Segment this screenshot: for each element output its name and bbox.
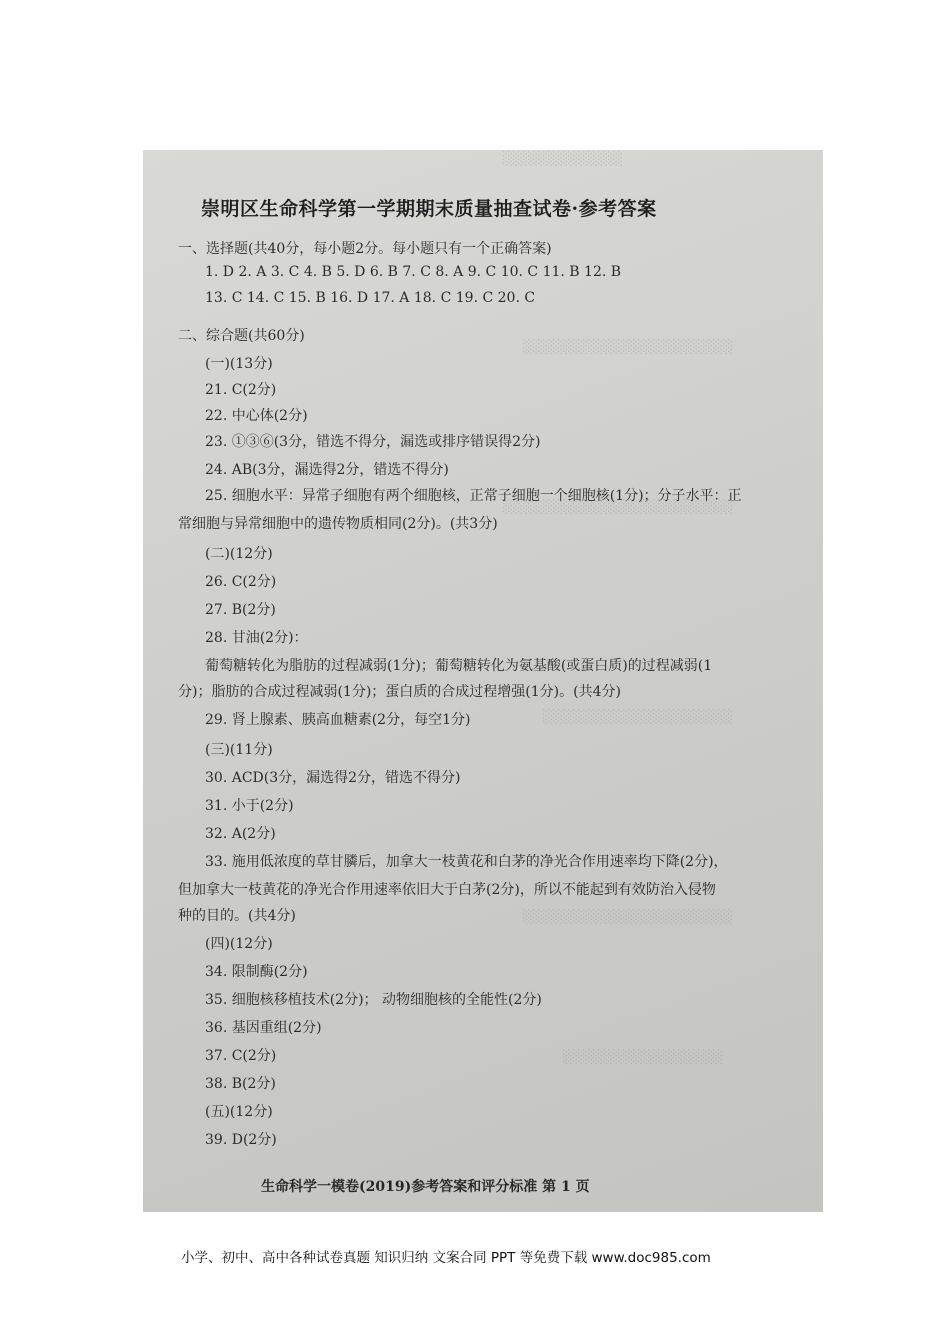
answer-sheet xyxy=(143,150,823,1212)
bleed-through-text: ░░░░░░░░░░░░░░░░░░░░░ xyxy=(523,340,733,355)
document-title: 崇明区生命科学第一学期期末质量抽查试卷·参考答案 xyxy=(201,198,657,220)
site-banner-text: 小学、初中、高中各种试卷真题 知识归纳 文案合同 PPT 等免费下载 www.doc985.com xyxy=(181,1250,711,1266)
answer-line: 21. C(2分) xyxy=(205,382,277,398)
subsection-heading: (二)(12分) xyxy=(205,546,273,562)
bleed-through-text: ░░░░░░░░░░░░░░░░░░░░░░░ xyxy=(503,500,733,515)
answer-line: 分)；脂肪的合成过程减弱(1分)；蛋白质的合成过程增强(1分)。(共4分) xyxy=(178,684,621,700)
subsection-heading: (四)(12分) xyxy=(205,936,273,952)
page-footer: 生命科学一模卷(2019)参考答案和评分标准 第 1 页 xyxy=(261,1179,590,1195)
answer-line: 1. D 2. A 3. C 4. B 5. D 6. B 7. C 8. A 9. C 10. C 11. B 12. B xyxy=(205,264,622,280)
answer-line: 29. 肾上腺素、胰高血糖素(2分，每空1分) xyxy=(205,712,471,728)
answer-line: 23. ①③⑥(3分，错选不得分，漏选或排序错误得2分) xyxy=(205,434,541,450)
subsection-heading: (三)(11分) xyxy=(205,742,273,758)
answer-line: 种的目的。(共4分) xyxy=(178,908,296,924)
answer-line: 36. 基因重组(2分) xyxy=(205,1020,322,1036)
scanned-answer-sheet-photo xyxy=(143,150,823,1212)
answer-line: 37. C(2分) xyxy=(205,1048,277,1064)
bleed-through-text: ░░░░░░░░░░░░░░░░░░░░░ xyxy=(523,910,733,925)
bleed-through-text: ░░░░░░░░░░░░░░░░░░░ xyxy=(543,710,733,725)
subsection-heading: (一)(13分) xyxy=(205,356,273,372)
answer-line: 32. A(2分) xyxy=(205,826,276,842)
answer-line: 33. 施用低浓度的草甘膦后，加拿大一枝黄花和白茅的净光合作用速率均下降(2分)， xyxy=(205,854,728,870)
answer-line: 39. D(2分) xyxy=(205,1132,277,1148)
answer-line: 25. 细胞水平：异常子细胞有两个细胞核，正常子细胞一个细胞核(1分)；分子水平：正 xyxy=(205,488,742,504)
answer-line: 常细胞与异常细胞中的遗传物质相同(2分)。(共3分) xyxy=(178,516,498,532)
answer-line: 28. 甘油(2分)： xyxy=(205,630,308,646)
section-two-heading: 二、综合题(共60分) xyxy=(178,328,305,344)
answer-line: 35. 细胞核移植技术(2分)； 动物细胞核的全能性(2分) xyxy=(205,992,542,1008)
bleed-through-text: ░░░░░░░░░░░░ xyxy=(503,152,623,167)
answer-line: 34. 限制酶(2分) xyxy=(205,964,308,980)
answer-line: 31. 小于(2分) xyxy=(205,798,294,814)
answer-line: 27. B(2分) xyxy=(205,602,276,618)
answer-line: 葡萄糖转化为脂肪的过程减弱(1分)；葡萄糖转化为氨基酸(或蛋白质)的过程减弱(1 xyxy=(205,658,713,674)
bleed-through-text: ░░░░░░░░░░░░░░░░ xyxy=(563,1050,723,1065)
subsection-heading: (五)(12分) xyxy=(205,1104,273,1120)
answer-line: 22. 中心体(2分) xyxy=(205,408,308,424)
answer-line: 38. B(2分) xyxy=(205,1076,276,1092)
answer-line: 26. C(2分) xyxy=(205,574,277,590)
section-one-heading: 一、选择题(共40分，每小题2分。每小题只有一个正确答案) xyxy=(178,241,552,257)
answer-line: 30. ACD(3分，漏选得2分，错选不得分) xyxy=(205,770,461,786)
answer-line: 但加拿大一枝黄花的净光合作用速率依旧大于白茅(2分)，所以不能起到有效防治入侵物 xyxy=(178,882,716,898)
answer-line: 24. AB(3分，漏选得2分，错选不得分) xyxy=(205,462,449,478)
answer-line: 13. C 14. C 15. B 16. D 17. A 18. C 19. C 20. C xyxy=(205,290,536,306)
